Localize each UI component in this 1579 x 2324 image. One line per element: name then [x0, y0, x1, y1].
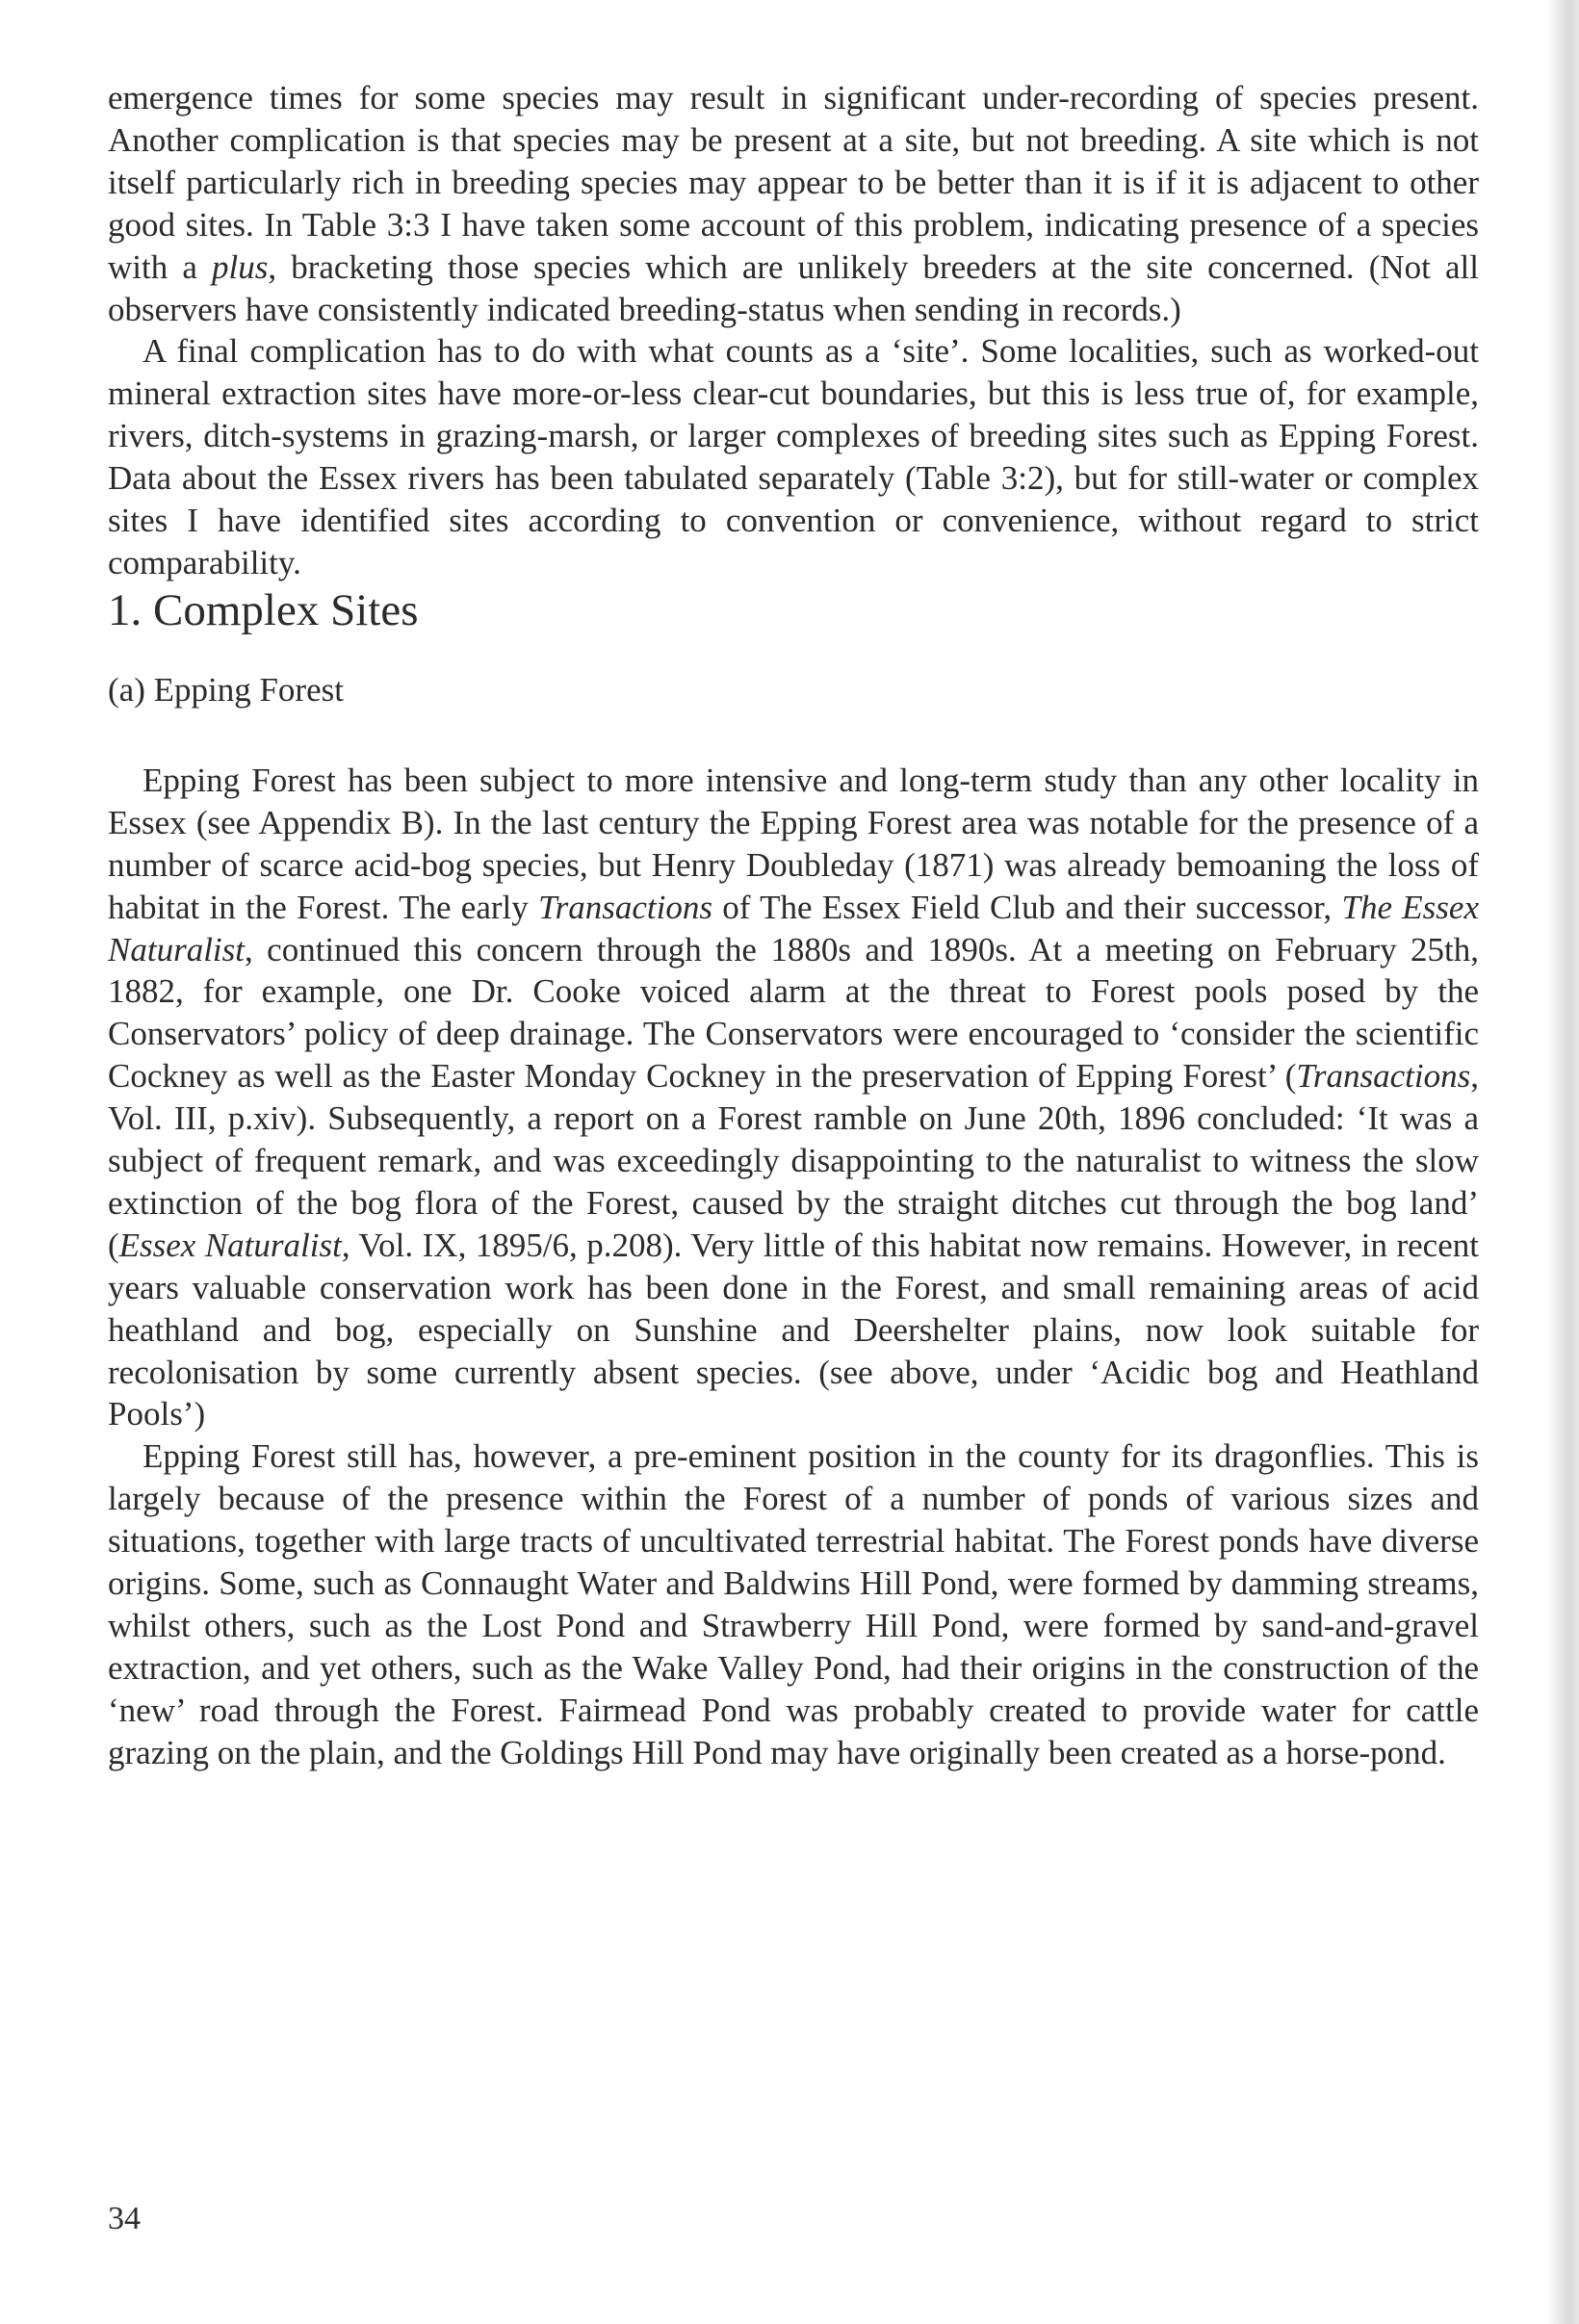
paragraph-site-definition [108, 330, 1479, 583]
text-run: Epping Forest still has, however, a pre-eminent position in the county for its dragonflies. This is largely because of the presence within the Forest of a number of ponds of various sizes and situations, together with large tracts of uncultivated terrestrial habitat. The Forest ponds have diverse origins. Some, such as Connaught Water and Baldwins Hill Pond, were formed by damming streams, whilst others, such as the Lost Pond and Strawberry Hill Pond, were formed by sand-and-gravel extraction, and yet others, such as the Wake Valley Pond, had their origins in the construction of the ‘new’ road through the Forest. Fairmead Pond was probably created to provide water for cattle grazing on the plain, and the Goldings Hill Pond may have originally been created as a horse-pond. [108, 1437, 1479, 1771]
subsection-heading: (a) Epping Forest [108, 670, 344, 709]
text-run: Epping Forest has been subject to more intensive and long-term study than any other locality in Essex (see Appendix B). In the last century the Epping Forest area was notable for the presence of a number of scarce acid-bog species, but Henry Doubleday (1871) was already bemoaning the loss of habitat in the Forest. The early [108, 761, 1479, 926]
text-run: , Vol. III, p.xiv). Subsequently, a report on a Forest ramble on June 20th, 1896 concluded: ‘It was a subject of frequent remark, and was exceedingly disappointing to the naturalist to witness the slow extinction of the bog flora of the Forest, caused by the straight ditches cut through the bog land’ ( [108, 1057, 1479, 1264]
text-run: emergence times for some species may result in significant under-recording of species present. Another complication is that species may be present at a site, but not breeding. A site which is not itself particularly rich in breeding species may appear to be better than it is if it is adjacent to other good sites. In Table 3:3 I have taken some account of this problem, indicating presence of a species with a [108, 79, 1479, 286]
page-gutter-shadow [1546, 0, 1579, 2324]
section-heading: 1. Complex Sites [108, 584, 419, 635]
page-body [108, 77, 1479, 1774]
page-number: 34 [108, 2201, 141, 2236]
paragraph-continuation [108, 77, 1479, 330]
paragraph-epping-ponds [108, 1435, 1479, 1773]
paragraph-epping-history [108, 760, 1479, 1436]
text-run: , continued this concern through the 1880s and 1890s. At a meeting on February 25th, 1882, for example, one Dr. Cooke voiced alarm at the threat to Forest pools posed by the Conservators’ policy of deep drainage. The Conservators were encouraged to ‘consider the scientific Cockney as well as the Easter Monday Cockney in the preservation of Epping Forest’ ( [108, 930, 1479, 1096]
italic-text: The Essex Naturalist [108, 888, 1479, 968]
text-run: of The Essex Field Club and their successor, [712, 888, 1342, 926]
italic-text: plus [211, 247, 269, 286]
text-run: , Vol. IX, 1895/6, p.208). Very little of this habitat now remains. However, in recent years valuable conservation work has been done in the Forest, and small remaining areas of acid heathland and bog, especially on Sunshine and Deershelter plains, now look suitable for recolonisation by some currently absent species. (see above, under ‘Acidic bog and Heathland Pools’) [108, 1226, 1479, 1433]
italic-text: Transactions [1296, 1057, 1471, 1096]
italic-text: Essex Naturalist [118, 1226, 342, 1264]
italic-text: Transactions [538, 888, 712, 926]
text-run: A final complication has to do with what counts as a ‘site’. Some localities, such as worked-out mineral extraction sites have more-or-less clear-cut boundaries, but this is less true of, for example, rivers, ditch-systems in grazing-marsh, or larger complexes of breeding sites such as Epping Forest. Data about the Essex rivers has been tabulated separately (Table 3:2), but for still-water or complex sites I have identified sites according to convention or convenience, without regard to strict comparability. [108, 332, 1479, 581]
text-run: , bracketing those species which are unlikely breeders at the site concerned. (Not all observers have consistently indicated breeding-status when sending in records.) [108, 247, 1479, 328]
